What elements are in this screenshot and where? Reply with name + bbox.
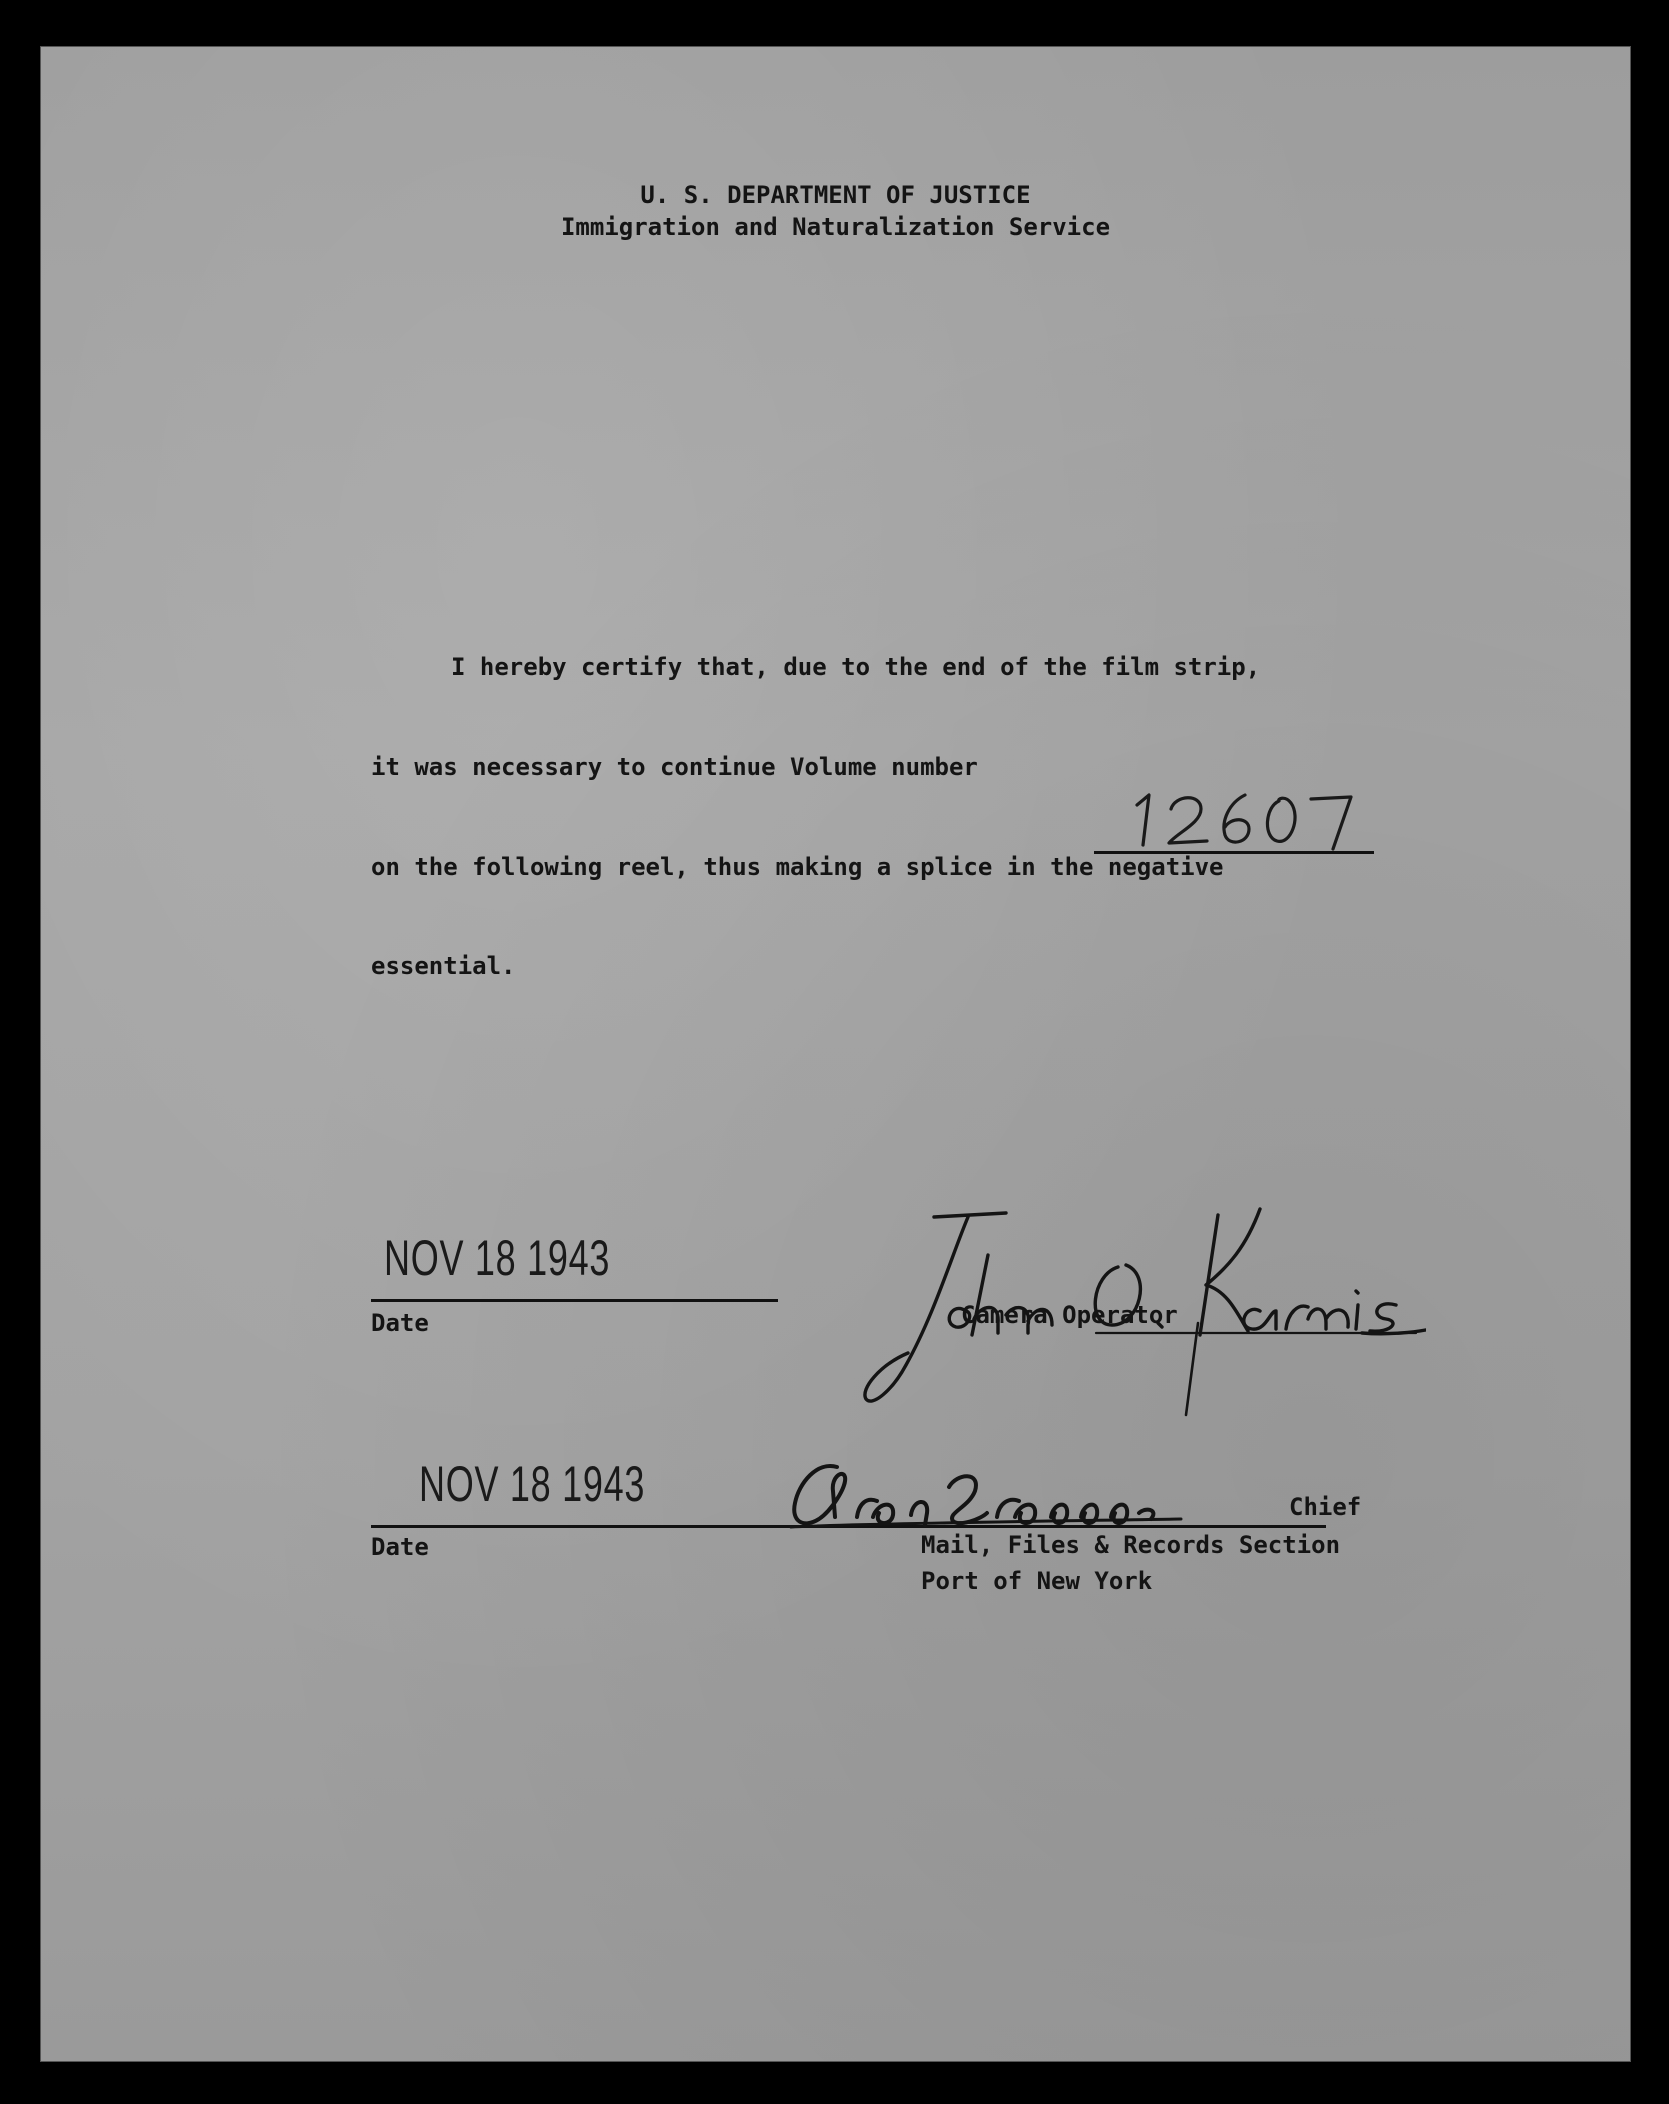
service-name: Immigration and Naturalization Service xyxy=(560,213,1111,241)
chief-title: Chief xyxy=(1289,1493,1362,1521)
certificate-line-2: it was necessary to continue Volume number xyxy=(371,753,978,781)
chief-date-label: Date xyxy=(371,1533,429,1561)
operator-date-line xyxy=(371,1299,778,1302)
certificate-line-1: I hereby certify that, due to the end of the film strip, xyxy=(451,653,1261,681)
letterhead xyxy=(41,179,1630,243)
document-page xyxy=(40,46,1631,2062)
department-name: U. S. DEPARTMENT OF JUSTICE xyxy=(640,181,1031,209)
chief-section: Mail, Files & Records Section xyxy=(921,1531,1341,1559)
certificate-line-3: on the following reel, thus making a splice in the negative xyxy=(371,853,1224,881)
chief-date-stamp: NOV 18 1943 xyxy=(419,1456,646,1512)
volume-number-handwritten xyxy=(1119,783,1359,851)
chief-port: Port of New York xyxy=(921,1567,1153,1595)
operator-date-stamp: NOV 18 1943 xyxy=(384,1230,611,1286)
certificate-line-4: essential. xyxy=(371,952,516,980)
camera-operator-title: Camera Operator xyxy=(961,1301,1178,1329)
operator-date-label: Date xyxy=(371,1309,429,1337)
